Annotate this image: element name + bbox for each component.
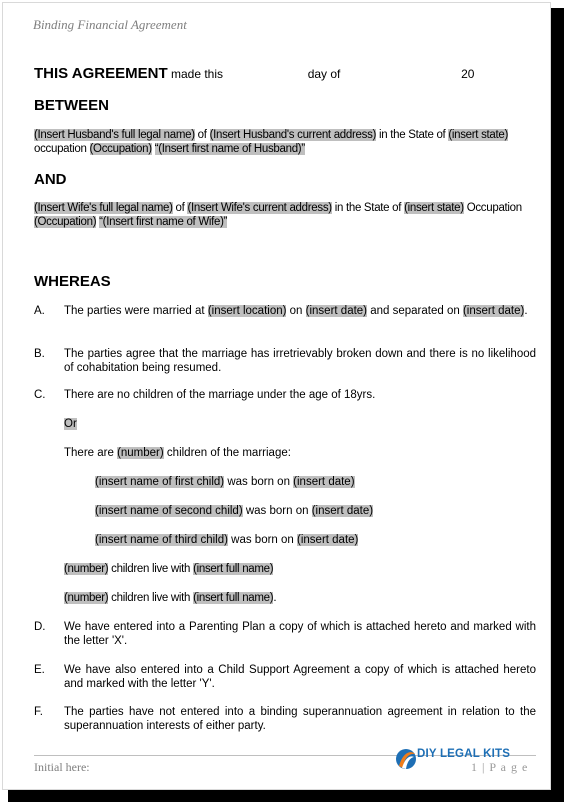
first-child-date-field: (insert date) [293, 476, 355, 488]
document-page [2, 2, 551, 790]
page-shadow-bottom [8, 790, 564, 802]
husband-first-name-field: “(Insert first name of Husband)” [154, 143, 305, 155]
document-header: Binding Financial Agreement [33, 17, 187, 32]
live-with-line-1 [64, 562, 273, 576]
clause-f-text: The parties have not entered into a binding superannuation agreement in relation to the superannuation interests of either party. [64, 706, 536, 732]
clause-d-letter: D. [34, 621, 46, 633]
there-are-line [64, 446, 291, 460]
clause-a-text [64, 304, 536, 318]
live-with-number-1-field: (number) [64, 563, 109, 575]
husband-occupation-label: occupation [34, 143, 87, 155]
child-2-line [95, 504, 373, 518]
clause-c-letter: C. [34, 389, 46, 401]
husband-state-field: (insert state) [448, 129, 509, 141]
child-1-line [95, 475, 355, 489]
live-with-text-1: children live with [111, 563, 191, 575]
day-of-text: day of [307, 67, 341, 81]
clause-d-text: We have entered into a Parenting Plan a copy of which is attached hereto and marked with the letter 'X'. [64, 621, 536, 647]
page-shadow-right [550, 8, 564, 800]
clause-a-text-3: and separated on [370, 305, 460, 317]
between-heading: BETWEEN [34, 97, 109, 114]
second-child-name-field: (insert name of second child) [95, 505, 243, 517]
live-with-full-name-1-field: (insert full name) [193, 563, 274, 575]
number-of-children-field: (number) [117, 447, 164, 459]
children-of-marriage-text: children of the marriage: [166, 447, 291, 459]
clause-a-text-2: on [289, 305, 303, 317]
wife-of-text: of [175, 202, 185, 214]
wife-occupation-field: (Occupation) [34, 216, 97, 228]
page-number: 1 | P a g e [471, 760, 529, 774]
this-agreement-heading: THIS AGREEMENT [34, 65, 168, 82]
clause-e-letter: E. [34, 664, 45, 676]
made-this-text: made this [170, 67, 223, 81]
there-are-text: There are [64, 447, 114, 459]
husband-occupation-field: (Occupation) [89, 143, 152, 155]
clause-a-period: . [524, 305, 528, 317]
child-1-born-text: was born on [227, 476, 290, 488]
clause-c-text: There are no children of the marriage under the age of 18yrs. [64, 389, 376, 401]
wife-first-name-field: “(Insert first name of Wife)” [99, 216, 228, 228]
whereas-heading: WHEREAS [34, 273, 111, 290]
husband-address-field: (Insert Husband's current address) [209, 129, 377, 141]
logo-swirl-icon [395, 744, 417, 774]
child-2-born-text: was born on [245, 505, 309, 517]
husband-name-field: (Insert Husband's full legal name) [34, 129, 195, 141]
initial-here-label: Initial here: [34, 760, 90, 774]
wife-state-prefix: in the State of [334, 202, 402, 214]
clause-f-letter: F. [34, 706, 43, 718]
clause-b-letter: B. [34, 348, 45, 360]
or-line [64, 417, 77, 431]
husband-paragraph [34, 128, 534, 156]
clause-a-text-1: The parties were married at [64, 305, 205, 317]
husband-of-text: of [197, 129, 207, 141]
married-date-field: (insert date) [305, 305, 368, 317]
wife-name-field: (Insert Wife's full legal name) [34, 202, 173, 214]
and-heading: AND [34, 171, 67, 188]
logo-text: DIY LEGAL KITS [417, 748, 511, 760]
husband-state-prefix: in the State of [378, 129, 446, 141]
live-with-number-2-field: (number) [64, 592, 109, 604]
wife-paragraph [34, 201, 534, 229]
second-child-date-field: (insert date) [311, 505, 374, 517]
live-with-text-2: children live with [111, 592, 191, 604]
year-text: 20 [461, 67, 475, 81]
first-child-name-field: (insert name of first child) [95, 476, 225, 488]
diy-legal-kits-logo [395, 744, 515, 774]
wife-occupation-label: Occupation [466, 202, 522, 214]
live-with-period: . [273, 592, 277, 604]
or-field: Or [64, 418, 77, 430]
child-3-line [95, 533, 358, 547]
location-field: (insert location) [207, 305, 287, 317]
title-row [34, 65, 474, 82]
third-child-date-field: (insert date) [297, 534, 359, 546]
wife-address-field: (Insert Wife's current address) [187, 202, 332, 214]
third-child-name-field: (insert name of third child) [95, 534, 228, 546]
live-with-full-name-2-field: (insert full name) [193, 592, 274, 604]
separated-date-field: (insert date) [462, 305, 525, 317]
live-with-line-2 [64, 591, 276, 605]
clause-e-text: We have also entered into a Child Support Agreement a copy of which is attached hereto and marked with the letter 'Y'. [64, 664, 536, 690]
clause-a-letter: A. [34, 305, 45, 317]
wife-state-field: (insert state) [404, 202, 464, 214]
child-3-born-text: was born on [231, 534, 294, 546]
clause-b-text: The parties agree that the marriage has irretrievably broken down and there is no likelihood of cohabitation being resumed. [64, 348, 536, 374]
